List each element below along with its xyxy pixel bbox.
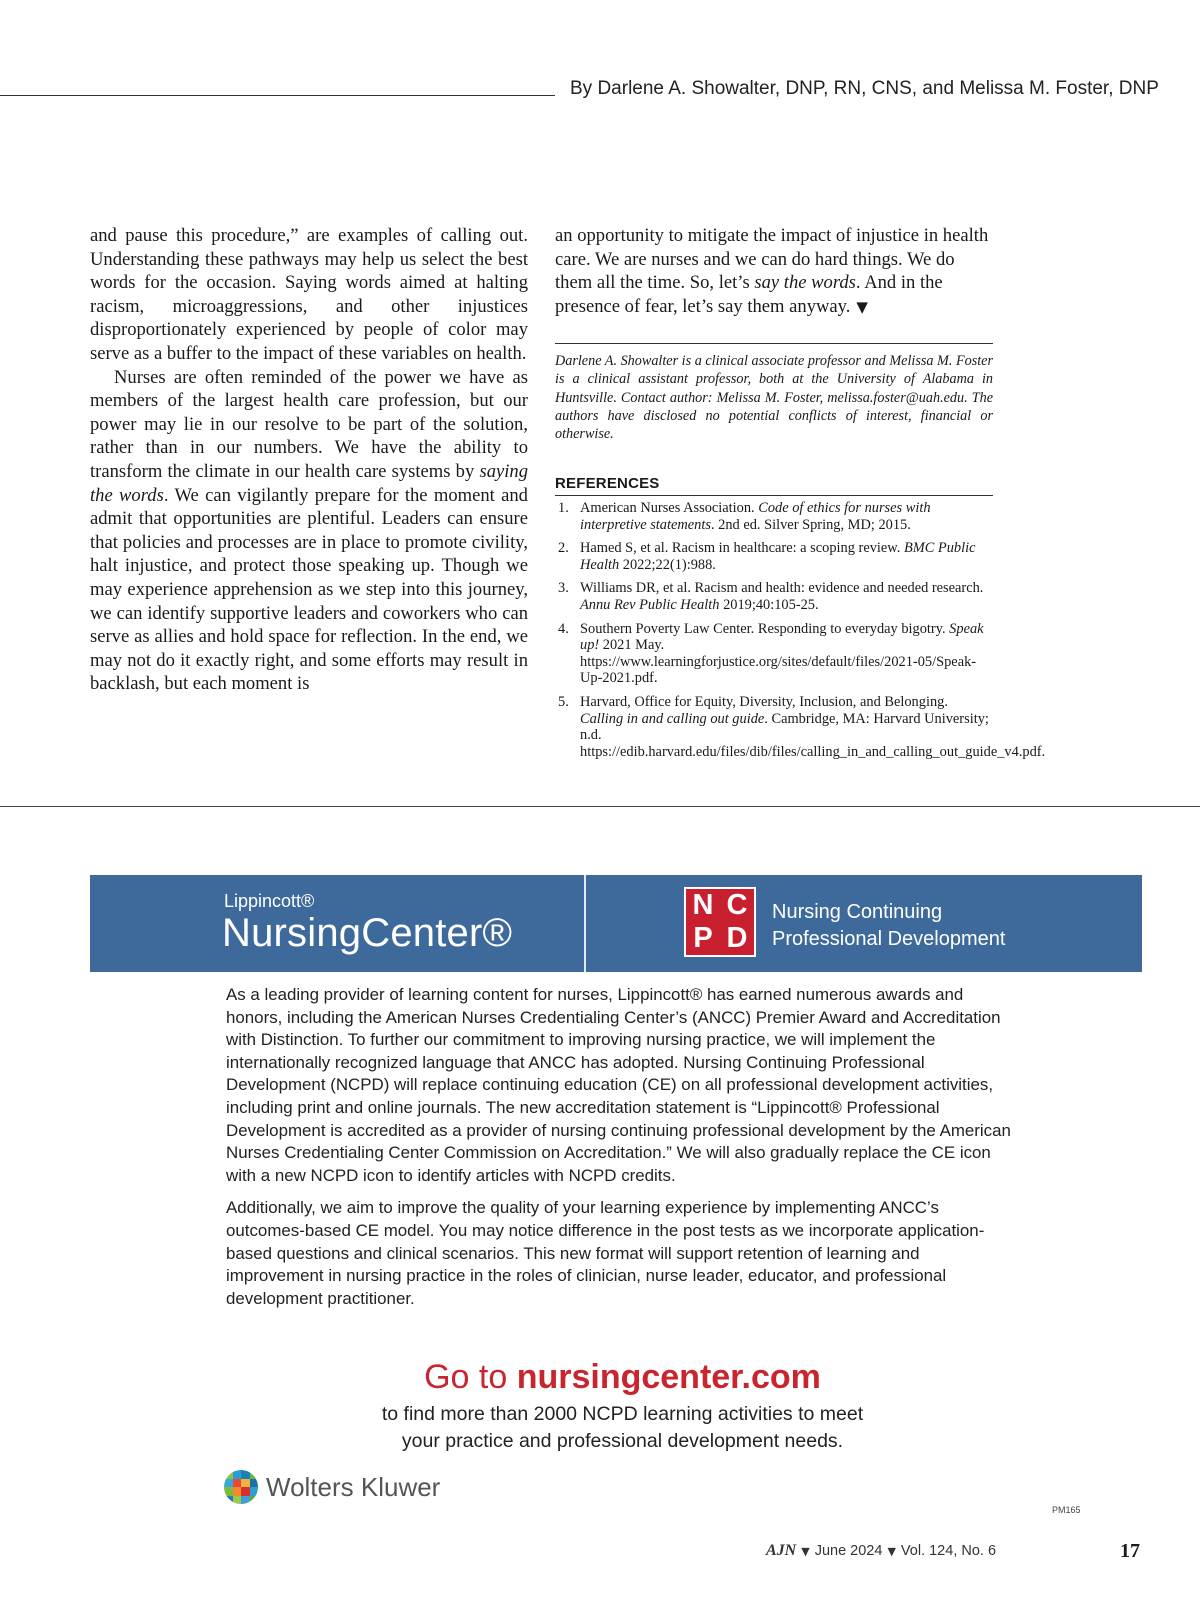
ad-code: PM165 [1052,1505,1081,1515]
ncpd-letter: C [726,889,748,921]
article-right-column [555,224,993,319]
issue-date: June 2024 [814,1543,883,1559]
running-footer [766,1542,996,1560]
volume-info: Vol. 124, No. 6 [900,1543,997,1559]
call-to-action [0,1355,1200,1455]
ncpd-letter: P [693,922,713,954]
author-bio: Darlene A. Showalter is a clinical associate professor and Melissa M. Foster is a clinical assistant professor, both at the University of Alabama in Huntsville. Contact author: Melissa M. Foster, melissa.foster@uah.edu. The authors have disclosed no potential conflicts of interest, financial or otherwise. [555,353,993,443]
ad-body [226,984,1016,1310]
article-paragraph: and pause this procedure,” are examples of calling out. Understanding these pathways may help us select the best words for the occasion. Saying words aimed at halting racism, microaggressions, and other injustices disproportionately experienced by people of color may serve as a buffer to the impact of these variables on health. [90,225,528,364]
nursingcenter-logo: NursingCenter® [222,911,513,955]
reference-item: 5. Harvard, Office for Equity, Diversity, Inclusion, and Belonging. Calling in and calling out guide. Cambridge, MA: Harvard University; n.d. https://edib.harvard.edu/files/dib/files/calling_in_and_calling_out_guide_v4.pdf. [558,693,1046,760]
page-number: 17 [1120,1540,1140,1562]
cta-headline: Go to nursingcenter.com [424,1358,821,1396]
reference-item: 4. Southern Poverty Law Center. Responding to everyday bigotry. Speak up! 2021 May. https://www.learningforjustice.org/sites/default/files/2021-05/Speak-Up-2021.pdf. [558,620,984,687]
article-left-column [90,224,528,696]
ad-paragraph: As a leading provider of learning content for nurses, Lippincott® has earned numerous awards and honors, including the American Nurses Credentialing Center’s (ANCC) Premier Award and Accreditation with Distinction. To further our commitment to improving nursing practice, we will implement the internationally recognized language that ANCC has adopted. Nursing Continuing Professional Development (NCPD) will replace continuing education (CE) on all professional development activities, including print and online journals. The new accreditation statement is “Lippincott® Professional Development is accredited as a provider of nursing continuing professional development by the American Nurses Credentialing Center Commission on Accreditation.” We will also gradually replace the CE icon with a new NCPD icon to identify articles with NCPD credits. [226,985,1011,1185]
section-divider [0,806,1200,807]
references-list [558,500,1046,767]
ncpd-letter: N [692,889,714,921]
article-paragraph: an opportunity to mitigate the impact of injustice in health care. We are nurses and we can do hard things. We do them all the time. So, let’s say the words. And in the presence of fear, let’s say them anyway. ▼ [555,225,989,317]
wolters-kluwer-icon [224,1470,258,1504]
ncpd-icon [684,887,756,957]
header-rule [0,95,555,96]
separator-icon: ▼ [801,1545,810,1558]
references-heading: REFERENCES [555,475,660,492]
byline: By Darlene A. Showalter, DNP, RN, CNS, and Melissa M. Foster, DNP [570,78,1159,99]
reference-item: 3. Williams DR, et al. Racism and health: evidence and needed research. Annu Rev Public Health 2019;40:105-25. [558,580,984,613]
journal-name: AJN [766,1542,797,1559]
wolters-kluwer-logo [224,1468,440,1506]
publisher-name: Wolters Kluwer [266,1471,441,1502]
banner-separator [584,875,586,972]
separator-icon: ▼ [887,1545,896,1558]
references-rule [555,495,993,496]
reference-item: 2. Hamed S, et al. Racism in healthcare: a scoping review. BMC Public Health 2022;22(1):988. [558,540,976,573]
bio-rule [555,343,993,344]
nursingcenter-link[interactable]: nursingcenter.com [516,1358,821,1396]
reference-item: 1. American Nurses Association. Code of ethics for nurses with interpretive statements. 2nd ed. Silver Spring, MD; 2015. [558,500,931,533]
brand-small: Lippincott® [224,891,315,911]
ncpd-letter: D [726,922,748,954]
end-of-article-icon: ▼ [856,297,868,316]
cta-subtext: your practice and professional development needs. [401,1430,844,1452]
cta-subtext: to find more than 2000 NCPD learning activities to meet [381,1403,864,1425]
article-paragraph: Nurses are often reminded of the power we have as members of the largest health care profession, but our power may lie in our resolve to be part of the solution, rather than in our numbers. We have the ability to transform the climate in our health care systems by saying the words. We can vigilantly prepare for the moment and admit that opportunities are plentiful. Leaders can ensure that policies and processes are in place to promote civility, halt injustice, and protect those speaking up. Though we may experience apprehension as we step into this journey, we can identify supportive leaders and coworkers who can serve as allies and hold space for reflection. In the end, we may not do it exactly right, and some efforts may result in backlash, but each moment is [90,366,528,695]
ncpd-title: Nursing Continuing Professional Development [772,901,1006,950]
ad-banner [90,875,1142,972]
ad-paragraph: Additionally, we aim to improve the quality of your learning experience by implementing ANCC’s outcomes-based CE model. You may notice difference in the post tests as we incorporate application-based questions and clinical scenarios. This new format will support retention of learning and improvement in nursing practice in the roles of clinician, nurse leader, educator, and professional development practitioner. [226,1198,985,1308]
